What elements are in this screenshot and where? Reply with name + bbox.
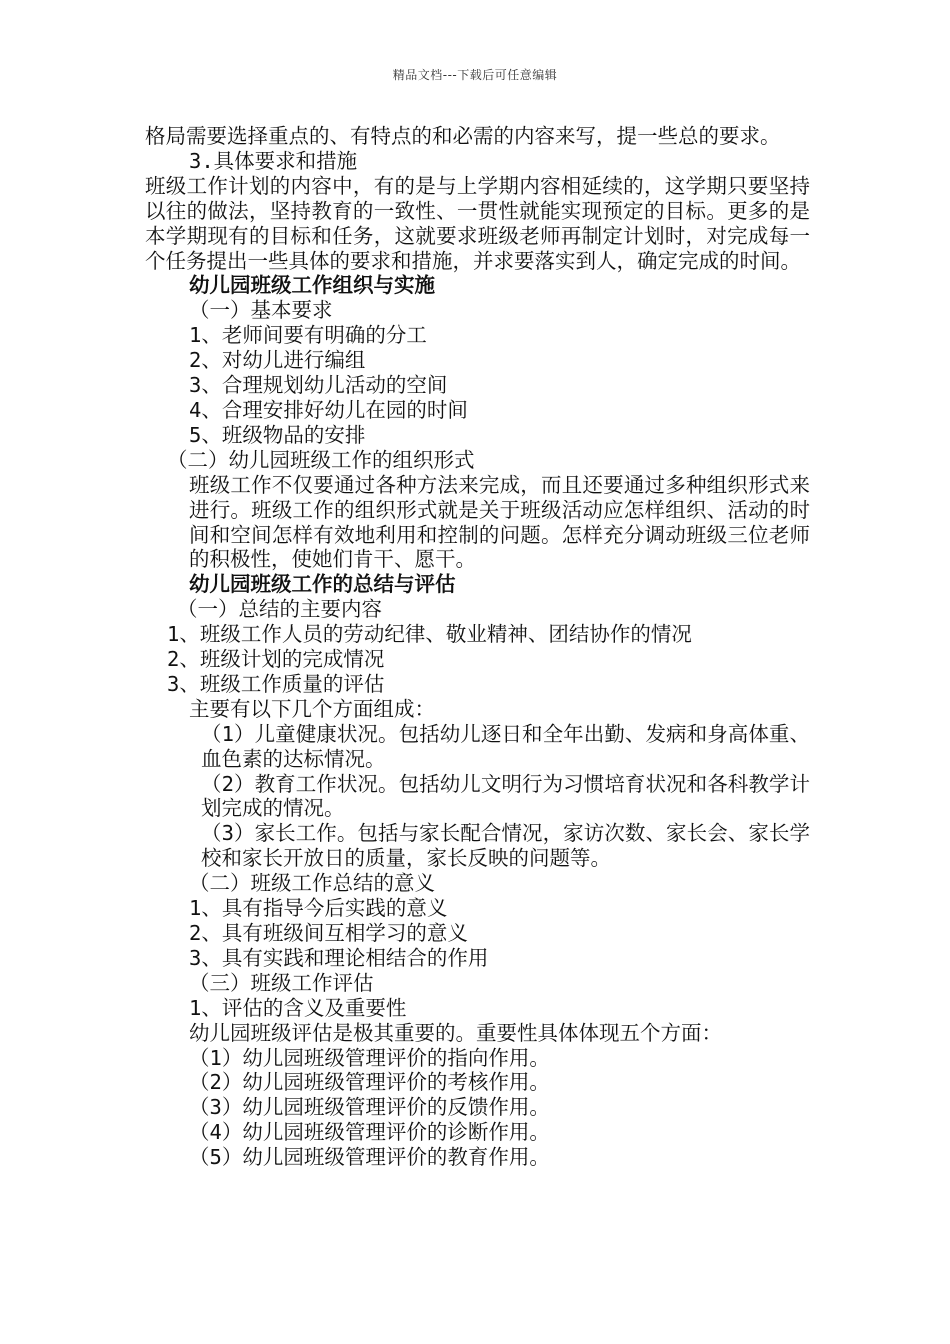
subheading: （三）班级工作评估 (189, 970, 374, 995)
list-item: （3）幼儿园班级管理评价的反馈作用。 (189, 1095, 550, 1120)
paragraph: （1）儿童健康状况。包括幼儿逐日和全年出勤、发病和身高体重、血色素的达标情况。 (201, 721, 810, 771)
paragraph: （2）教育工作状况。包括幼儿文明行为习惯培育状况和各科教学计划完成的情况。 (201, 771, 810, 821)
page-header: 精品文档---下载后可任意编辑 (392, 68, 558, 82)
subheading: 3.具体要求和措施 (189, 148, 358, 173)
subheading: （二）班级工作总结的意义 (189, 871, 435, 896)
list-item: 5、班级物品的安排 (189, 422, 366, 447)
list-item: 1、班级工作人员的劳动纪律、敬业精神、团结协作的情况 (167, 622, 692, 647)
list-item: 3、具有实践和理论相结合的作用 (189, 945, 489, 970)
subheading: （二）幼儿园班级工作的组织形式 (167, 447, 475, 472)
list-item: 1、评估的含义及重要性 (189, 995, 407, 1020)
list-item: （2）幼儿园班级管理评价的考核作用。 (189, 1070, 550, 1095)
paragraph: （3）家长工作。包括与家长配合情况，家访次数、家长会、家长学校和家长开放日的质量，家长反映的问题等。 (201, 821, 810, 871)
paragraph: 格局需要选择重点的、有特点的和必需的内容来写，提一些总的要求。 (145, 124, 781, 148)
list-item: 2、班级计划的完成情况 (167, 647, 385, 672)
document-body (145, 124, 810, 1170)
list-item: （4）幼儿园班级管理评价的诊断作用。 (189, 1120, 550, 1145)
paragraph: 幼儿园班级评估是极其重要的。重要性具体体现五个方面： (189, 1020, 722, 1045)
list-item: 3、合理规划幼儿活动的空间 (189, 373, 448, 398)
section-heading: 幼儿园班级工作的总结与评估 (189, 572, 456, 597)
list-item: 4、合理安排好幼儿在园的时间 (189, 397, 468, 422)
subheading: （一）基本要求 (189, 298, 333, 323)
list-item: （1）幼儿园班级管理评价的指向作用。 (189, 1045, 550, 1070)
subheading: （一）总结的主要内容 (177, 597, 382, 622)
list-item: 1、老师间要有明确的分工 (189, 323, 427, 348)
section-heading: 幼儿园班级工作组织与实施 (189, 273, 435, 298)
paragraph: 班级工作计划的内容中，有的是与上学期内容相延续的，这学期只要坚持以往的做法，坚持教育的一致性、一贯性就能实现预定的目标。更多的是本学期现有的目标和任务，这就要求班级老师再制定计划时，对完成每一个任务提出一些具体的要求和措施，并求要落实到人，确定完成的时间。 (145, 173, 810, 273)
list-item: 2、具有班级间互相学习的意义 (189, 921, 468, 945)
list-item: 3、班级工作质量的评估 (167, 671, 385, 696)
paragraph: 主要有以下几个方面组成： (189, 696, 435, 721)
list-item: （5）幼儿园班级管理评价的教育作用。 (189, 1145, 550, 1170)
list-item: 1、具有指导今后实践的意义 (189, 896, 448, 921)
list-item: 2、对幼儿进行编组 (189, 348, 366, 373)
paragraph: 班级工作不仅要通过各种方法来完成，而且还要通过多种组织形式来进行。班级工作的组织形式就是关于班级活动应怎样组织、活动的时间和空间怎样有效地利用和控制的问题。怎样充分调动班级三位老师的积极性，使她们肯干、愿干。 (189, 472, 810, 572)
